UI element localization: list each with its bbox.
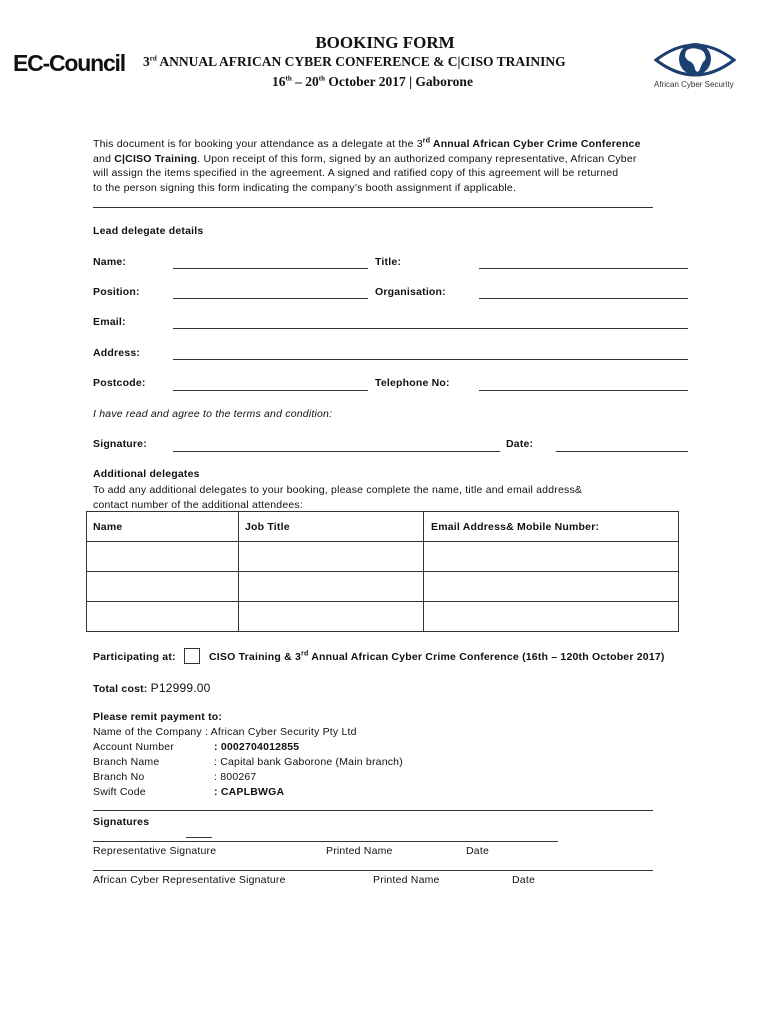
signature-label: Signature: [93, 438, 147, 450]
intro-line-4: to the person signing this form indicating the company’s booth assignment if applicable. [93, 181, 517, 194]
signature-field[interactable] [173, 451, 500, 452]
table-cell[interactable] [239, 602, 424, 632]
name-field[interactable] [173, 268, 368, 269]
payment-row-branch-no: Branch No : 800267 [93, 771, 257, 783]
payment-heading: Please remit payment to: [93, 711, 223, 723]
postcode-field[interactable] [173, 390, 368, 391]
table-cell[interactable] [87, 602, 239, 632]
additional-desc-line-1: To add any additional delegates to your booking, please complete the name, title and email address& [93, 484, 583, 496]
african-cyber-signature-line[interactable] [93, 870, 653, 871]
african-cyber-printed-name-label: Printed Name [373, 874, 440, 886]
additional-delegates-table [86, 511, 679, 632]
section-divider [93, 207, 653, 208]
african-cyber-date-label: Date [512, 874, 535, 886]
table-row [87, 602, 679, 632]
telephone-field[interactable] [479, 390, 688, 391]
column-header-name: Name [87, 512, 239, 542]
participating-text: CISO Training & 3rd Annual African Cyber Crime Conference (16th – 120th October 2017) [209, 650, 665, 663]
representative-date-label: Date [466, 845, 489, 857]
address-label: Address: [93, 347, 141, 359]
email-label: Email: [93, 316, 126, 328]
additional-delegates-description [93, 483, 582, 513]
company-name-line: Name of the Company : African Cyber Security Pty Ltd [93, 726, 357, 738]
additional-desc-line-2: contact number of the additional attendees: [93, 499, 303, 511]
intro-line-1: This document is for booking your attendance as a delegate at the 3rd Annual African Cyber Crime Conference [93, 137, 641, 150]
terms-agreement-text: I have read and agree to the terms and condition: [93, 408, 333, 420]
form-subtitle: 3rd ANNUAL AFRICAN CYBER CONFERENCE & C|CISO TRAINING [143, 54, 566, 69]
payment-row-branch-name: Branch Name : Capital bank Gaborone (Main branch) [93, 756, 403, 768]
lead-delegate-heading: Lead delegate details [93, 225, 204, 237]
email-field[interactable] [173, 328, 688, 329]
date-field[interactable] [556, 451, 688, 452]
intro-paragraph [93, 137, 693, 195]
title-label: Title: [375, 256, 402, 268]
representative-signature-label: Representative Signature [93, 845, 217, 857]
position-label: Position: [93, 286, 140, 298]
ec-council-logo: EC-Council [13, 50, 125, 76]
participating-label: Participating at: [93, 651, 176, 663]
african-cyber-security-eye-logo-icon [654, 38, 736, 80]
title-field[interactable] [479, 268, 688, 269]
table-row [87, 572, 679, 602]
table-cell[interactable] [239, 542, 424, 572]
organisation-label: Organisation: [375, 286, 446, 298]
table-header-row [87, 512, 679, 542]
telephone-label: Telephone No: [375, 377, 450, 389]
name-label: Name: [93, 256, 127, 268]
payment-divider [93, 810, 653, 811]
payment-row-account: Account Number : 0002704012855 [93, 741, 300, 753]
representative-signature-line[interactable] [93, 841, 558, 842]
table-cell[interactable] [239, 572, 424, 602]
payment-row-swift: Swift Code : CAPLBWGA [93, 786, 285, 798]
column-header-job-title: Job Title [239, 512, 424, 542]
table-cell[interactable] [424, 542, 679, 572]
signature-mark [186, 837, 212, 838]
intro-line-2: and C|CISO Training. Upon receipt of this form, signed by an authorized company representative, African Cyber [93, 152, 637, 165]
total-cost-value: P12999.00 [150, 681, 211, 695]
african-cyber-signature-label: African Cyber Representative Signature [93, 874, 286, 886]
column-header-email: Email Address& Mobile Number: [424, 512, 679, 542]
intro-line-3: will assign the items specified in the agreement. A signed and ratified copy of this agreement will be returned [93, 167, 619, 180]
table-cell[interactable] [424, 572, 679, 602]
signatures-heading: Signatures [93, 816, 150, 828]
event-dates: 16th – 20th October 2017 | Gaborone [272, 74, 473, 89]
table-cell[interactable] [87, 572, 239, 602]
form-title: BOOKING FORM [315, 33, 455, 52]
date-label: Date: [506, 438, 534, 450]
position-field[interactable] [173, 298, 368, 299]
additional-delegates-heading: Additional delegates [93, 468, 200, 480]
total-cost: Total cost: P12999.00 [93, 681, 211, 695]
table-cell[interactable] [87, 542, 239, 572]
table-cell[interactable] [424, 602, 679, 632]
table-row [87, 542, 679, 572]
participating-checkbox[interactable] [184, 648, 200, 664]
postcode-label: Postcode: [93, 377, 146, 389]
organisation-field[interactable] [479, 298, 688, 299]
address-field[interactable] [173, 359, 688, 360]
representative-printed-name-label: Printed Name [326, 845, 393, 857]
african-cyber-security-caption: African Cyber Security [654, 80, 734, 89]
